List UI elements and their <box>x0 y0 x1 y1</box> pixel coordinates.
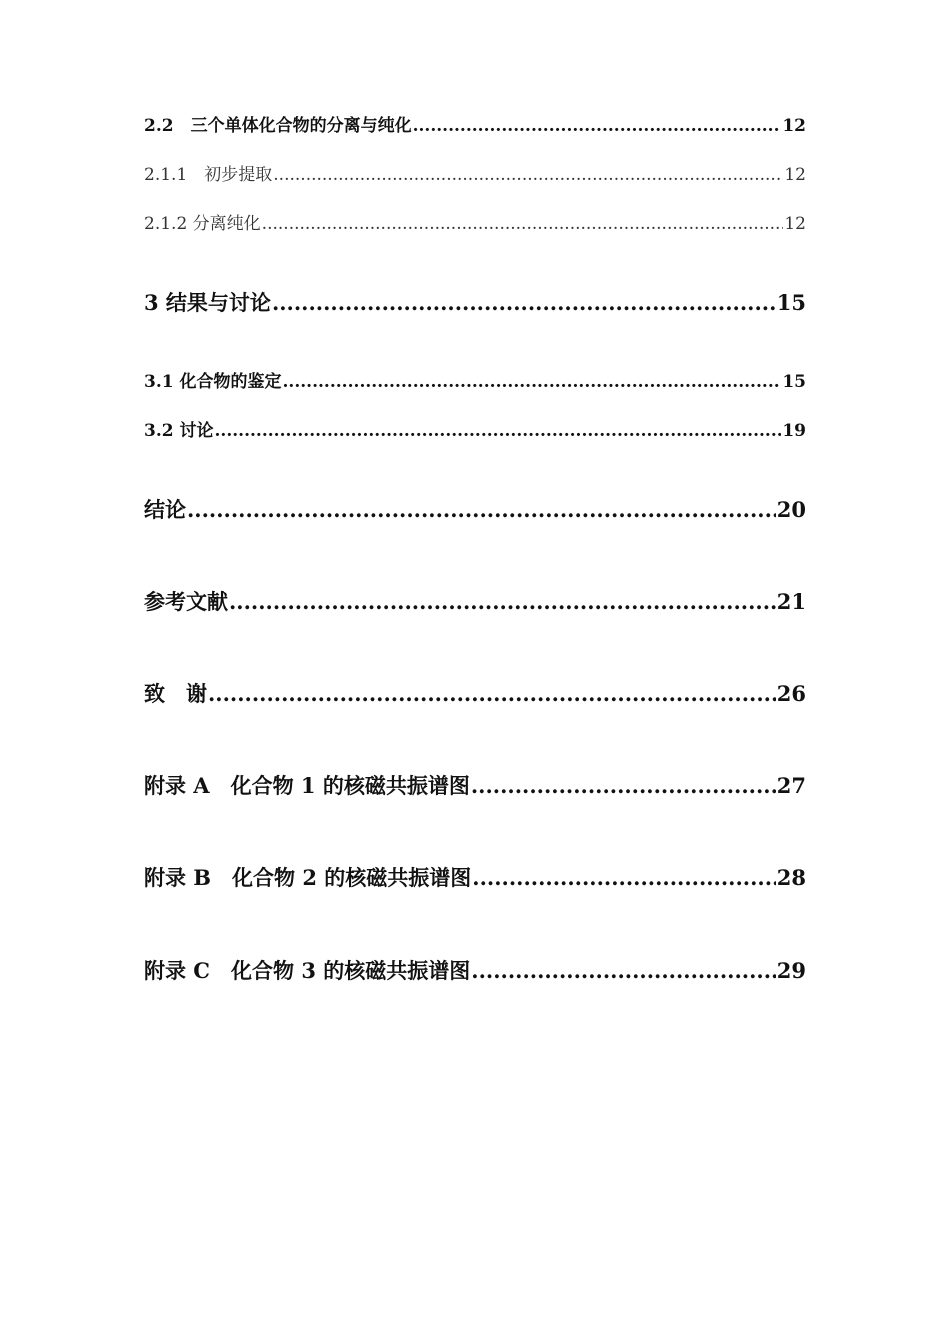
toc-dot-leader <box>229 591 776 612</box>
toc-entry-title: 3 结果与讨论 <box>144 290 271 315</box>
toc-entry-title: 2.1.1 初步提取 <box>144 165 273 185</box>
toc-dot-leader <box>272 292 776 313</box>
toc-entry-appendix-c[interactable] <box>144 960 806 981</box>
toc-entry-title: 附录 C 化合物 3 的核磁共振谱图 <box>144 958 471 983</box>
toc-page-number: 12 <box>784 165 806 185</box>
toc-dot-leader <box>262 216 784 233</box>
toc-entry-chapter-3[interactable] <box>144 292 806 313</box>
toc-page-number: 12 <box>782 116 806 136</box>
toc-page-number: 12 <box>784 214 806 234</box>
toc-entry-references[interactable] <box>144 591 806 612</box>
toc-dot-leader <box>471 960 776 981</box>
toc-page-number: 20 <box>776 497 806 522</box>
toc-page-number: 28 <box>776 865 806 890</box>
toc-entry-2-1-2[interactable] <box>144 216 806 233</box>
toc-entry-title: 附录 B 化合物 2 的核磁共振谱图 <box>144 865 472 890</box>
toc-entry-title: 3.2 讨论 <box>144 421 214 441</box>
toc-dot-leader <box>471 775 776 796</box>
toc-page-number: 29 <box>776 958 806 983</box>
toc-page-number: 19 <box>782 421 806 441</box>
toc-entry-acknowledgements[interactable] <box>144 683 806 704</box>
toc-entry-3-2[interactable] <box>144 423 806 440</box>
toc-entry-title: 致 谢 <box>144 681 207 706</box>
toc-entry-appendix-a[interactable] <box>144 775 806 796</box>
toc-entry-2-2[interactable] <box>144 118 806 135</box>
toc-dot-leader <box>472 867 775 888</box>
toc-entry-title: 参考文献 <box>144 589 228 614</box>
toc-entry-2-1-1[interactable] <box>144 167 806 184</box>
toc-page-number: 15 <box>776 290 806 315</box>
toc-dot-leader <box>413 118 782 135</box>
toc-dot-leader <box>208 683 776 704</box>
toc-page-number: 21 <box>776 589 806 614</box>
toc-entry-title: 2.2 三个单体化合物的分离与纯化 <box>144 116 412 136</box>
toc-entry-title: 结论 <box>144 497 186 522</box>
toc-entry-3-1[interactable] <box>144 374 806 391</box>
toc-dot-leader <box>215 423 782 440</box>
toc-page-number: 15 <box>782 372 806 392</box>
toc-page-number: 26 <box>776 681 806 706</box>
toc-dot-leader <box>283 374 782 391</box>
toc-dot-leader <box>187 499 776 520</box>
toc-page-number: 27 <box>776 773 806 798</box>
toc-entry-appendix-b[interactable] <box>144 867 806 888</box>
toc-entry-conclusion[interactable] <box>144 499 806 520</box>
toc-dot-leader <box>273 167 783 184</box>
toc-entry-title: 附录 A 化合物 1 的核磁共振谱图 <box>144 773 470 798</box>
toc-entry-title: 2.1.2 分离纯化 <box>144 214 261 234</box>
toc-entry-title: 3.1 化合物的鉴定 <box>144 372 282 392</box>
